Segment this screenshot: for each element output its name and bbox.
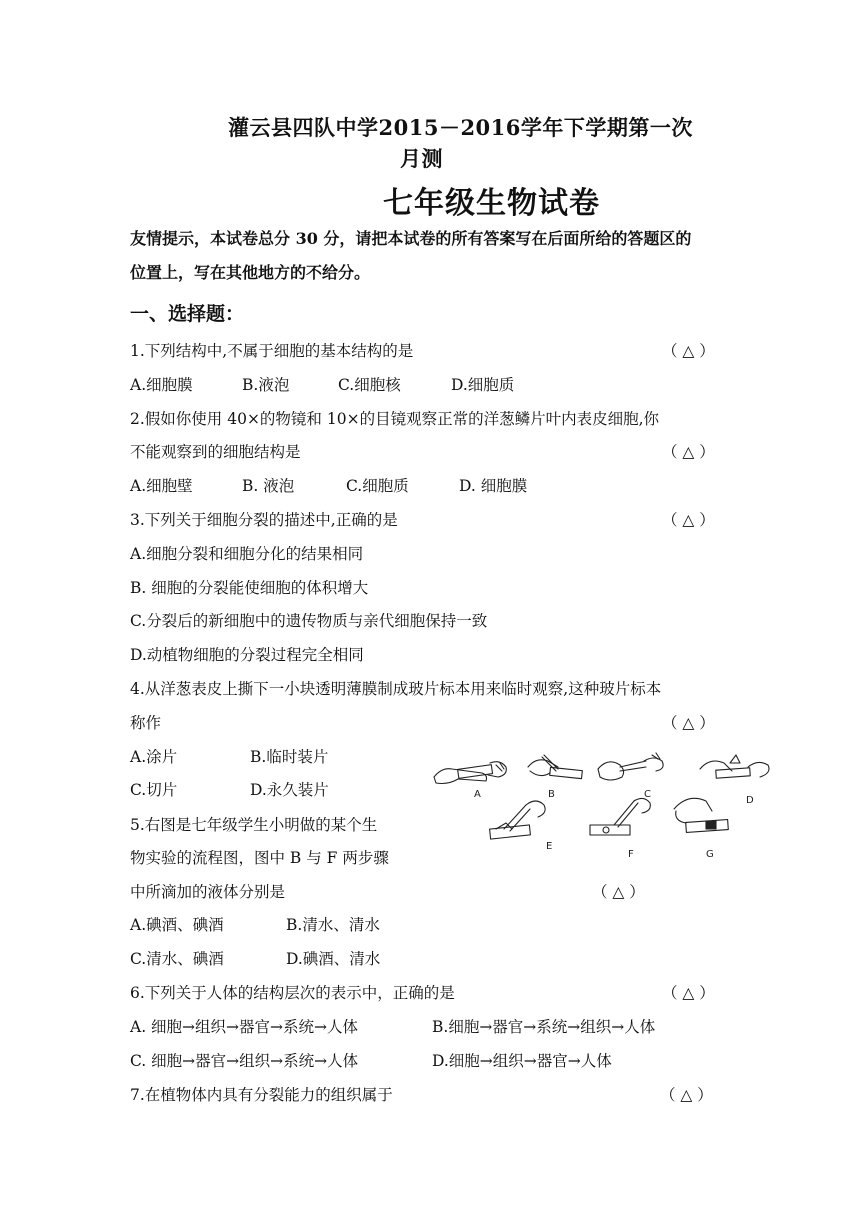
q5-stem-line1: 5.右图是七年级学生小明做的某个生 bbox=[130, 816, 378, 834]
q4-option-a: A.涂片 bbox=[130, 748, 178, 766]
q2-option-a: A.细胞壁 bbox=[130, 477, 193, 495]
q3-option-b: B. 细胞的分裂能使细胞的体积增大 bbox=[130, 579, 369, 597]
q6-option-d: D.细胞→组织→器官→人体 bbox=[432, 1052, 612, 1070]
q3-option-c: C.分裂后的新细胞中的遗传物质与亲代细胞保持一致 bbox=[130, 612, 488, 630]
q2-stem-line2: 不能观察到的细胞结构是 bbox=[130, 443, 301, 461]
q3-option-d: D.动植物细胞的分裂过程完全相同 bbox=[130, 646, 364, 664]
q5-option-d: D.碘酒、清水 bbox=[286, 950, 381, 968]
q6-option-b: B.细胞→器官→系统→组织→人体 bbox=[432, 1018, 656, 1036]
q3-stem: 3.下列关于细胞分裂的描述中,正确的是 bbox=[130, 511, 398, 529]
q1-option-b: B.液泡 bbox=[242, 376, 290, 394]
q7-stem: 7.在植物体内具有分裂能力的组织属于 bbox=[130, 1086, 393, 1104]
step-label-d: D bbox=[746, 795, 754, 806]
q1-option-d: D.细胞质 bbox=[451, 376, 515, 394]
q2-answer-slot: （ △ ） bbox=[662, 443, 715, 461]
q6-stem: 6.下列关于人体的结构层次的表示中，正确的是 bbox=[130, 984, 455, 1002]
school-title-line1: 灌云县四队中学2015－2016学年下学期第一次 bbox=[228, 115, 693, 140]
q5-option-a: A.碘酒、碘酒 bbox=[130, 916, 224, 934]
q5-answer-slot: （ △ ） bbox=[592, 883, 645, 901]
q3-option-a: A.细胞分裂和细胞分化的结果相同 bbox=[130, 545, 364, 563]
q1-answer-slot: （ △ ） bbox=[662, 342, 715, 360]
q2-option-b: B. 液泡 bbox=[242, 477, 295, 495]
q7-answer-slot: （ △ ） bbox=[660, 1086, 713, 1104]
exam-title: 七年级生物试卷 bbox=[383, 186, 600, 221]
q4-stem-line2: 称作 bbox=[130, 714, 162, 732]
q5-stem-line3: 中所滴加的液体分别是 bbox=[130, 883, 286, 901]
step-d-drawing bbox=[700, 755, 769, 778]
q3-answer-slot: （ △ ） bbox=[662, 511, 715, 529]
q2-option-c: C.细胞质 bbox=[346, 477, 409, 495]
step-b-drawing bbox=[528, 755, 582, 779]
q4-answer-slot: （ △ ） bbox=[662, 714, 715, 732]
step-g-drawing bbox=[674, 798, 728, 832]
q5-stem-line2: 物实验的流程图，图中 B 与 F 两步骤 bbox=[130, 849, 389, 867]
q1-option-a: A.细胞膜 bbox=[130, 376, 193, 394]
q5-option-c: C.清水、碘酒 bbox=[130, 950, 224, 968]
q2-option-d: D. 细胞膜 bbox=[459, 477, 528, 495]
q4-option-c: C.切片 bbox=[130, 781, 178, 799]
step-label-b: B bbox=[548, 789, 555, 800]
section-title: 一、选择题： bbox=[130, 303, 245, 325]
q6-option-a: A. 细胞→组织→器官→系统→人体 bbox=[130, 1018, 358, 1036]
q5-option-b: B.清水、清水 bbox=[286, 916, 380, 934]
q2-stem-line1: 2.假如你使用 40×的物镜和 10×的目镜观察正常的洋葱鳞片叶内表皮细胞,你 bbox=[130, 410, 659, 428]
step-label-f: F bbox=[628, 849, 634, 860]
step-f-drawing bbox=[590, 798, 650, 835]
notice-line2: 位置上，写在其他地方的不给分。 bbox=[130, 263, 371, 282]
q4-option-b: B.临时装片 bbox=[250, 748, 329, 766]
school-title-line2: 月测 bbox=[400, 146, 443, 171]
q4-option-d: D.永久装片 bbox=[250, 781, 329, 799]
step-label-g: G bbox=[706, 849, 714, 860]
notice-line1: 友情提示，本试卷总分 30 分，请把本试卷的所有答案写在后面所给的答题区的 bbox=[130, 229, 692, 248]
step-a-drawing bbox=[434, 762, 506, 784]
step-e-drawing bbox=[490, 801, 546, 839]
q6-option-c: C. 细胞→器官→组织→系统→人体 bbox=[130, 1052, 359, 1070]
step-label-e: E bbox=[546, 841, 553, 852]
q4-stem-line1: 4.从洋葱表皮上撕下一小块透明薄膜制成玻片标本用来临时观察,这种玻片标本 bbox=[130, 680, 662, 698]
q1-stem: 1.下列结构中,不属于细胞的基本结构的是 bbox=[130, 342, 414, 360]
step-label-c: C bbox=[644, 789, 651, 800]
step-c-drawing bbox=[598, 753, 663, 780]
experiment-flow-diagram bbox=[430, 745, 790, 865]
step-label-a: A bbox=[474, 789, 481, 800]
q1-option-c: C.细胞核 bbox=[338, 376, 401, 394]
q6-answer-slot: （ △ ） bbox=[662, 984, 715, 1002]
